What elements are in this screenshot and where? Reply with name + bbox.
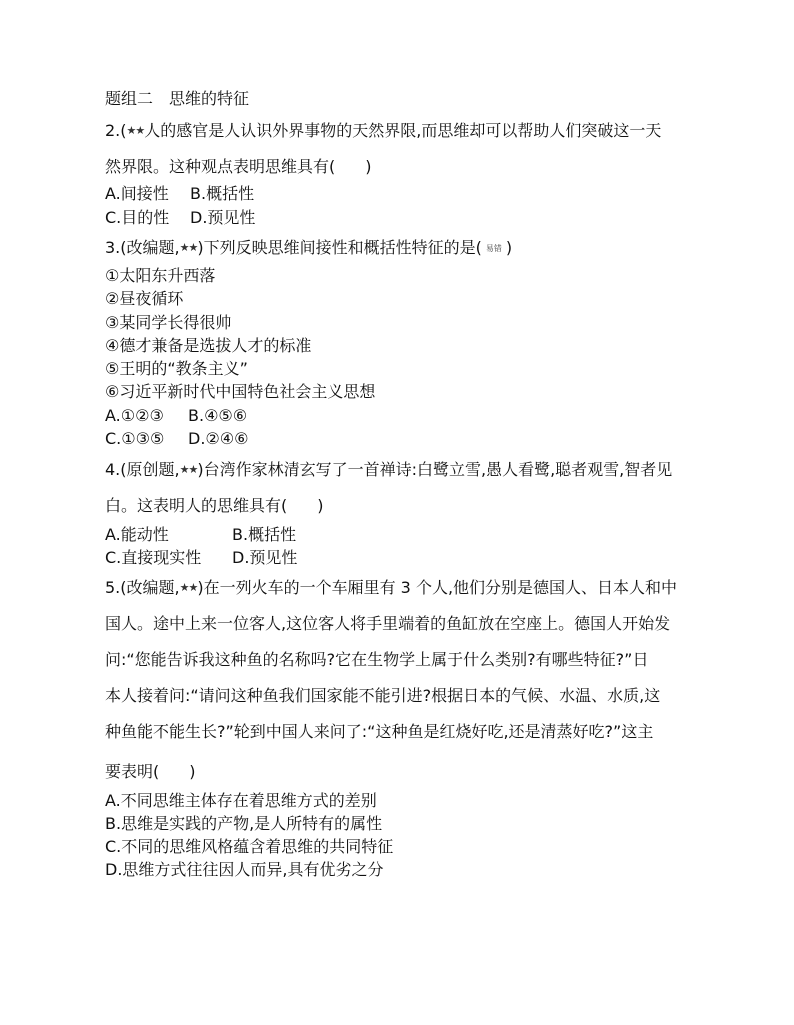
q5-option-c: C.不同的思维风格蕴含着思维的共同特征 — [105, 837, 394, 856]
q4-option-d: D.预见性 — [232, 548, 298, 567]
q2-number: 2.( — [105, 121, 127, 140]
q3-option-a: A.①②③ — [105, 406, 164, 425]
q5-option-d: D.思维方式往往因人而异,具有优劣之分 — [105, 860, 384, 879]
q4-line-1 — [105, 460, 672, 480]
difficulty-star-icon: ★★ — [179, 581, 198, 594]
q4-line-2 — [105, 496, 324, 516]
q3-option-b: B.④⑤⑥ — [188, 406, 248, 425]
difficulty-star-icon: ★★ — [126, 124, 145, 137]
q5-line-6 — [105, 762, 196, 782]
q2-option-c: C.目的性 — [105, 208, 170, 227]
q3-item-4: ④德才兼备是选拔人才的标准 — [105, 336, 312, 355]
q2-stem-1: 人的感官是人认识外界事物的天然界限,而思维却可以帮助人们突破这一天 — [144, 121, 662, 140]
q3-item-5: ⑤王明的“教条主义” — [105, 359, 248, 378]
q5-number: 5.(改编题, — [105, 578, 180, 597]
q2-stem-2: 然界限。这种观点表明思维具有( — [105, 157, 336, 176]
q4-option-a: A.能动性 — [105, 525, 169, 544]
q5-line-2: 国人。途中上来一位客人,这位客人将手里端着的鱼缸放在空座上。德国人开始发 — [105, 614, 671, 633]
q2-line-2 — [105, 157, 372, 177]
q2-line-1 — [105, 121, 661, 141]
difficulty-star-icon: ★★ — [179, 241, 198, 254]
q4-number: 4.(原创题, — [105, 460, 180, 479]
q5-line-3: 问:“您能告诉我这种鱼的名称吗?它在生物学上属于什么类别?有哪些特征?”日 — [105, 650, 649, 669]
q5-close: ) — [189, 762, 196, 781]
q4-stem-2: 白。这表明人的思维具有( — [105, 496, 288, 515]
q5-line-4: 本人接着问:“请问这种鱼我们国家能不能引进?根据日本的气候、水温、水质,这 — [105, 686, 661, 705]
q2-close: ) — [365, 157, 372, 176]
q4-option-c: C.直接现实性 — [105, 548, 202, 567]
q5-line-5: 种鱼能不能生长?”轮到中国人来问了:“这种鱼是红烧好吃,还是清蒸好吃?”这主 — [105, 722, 654, 741]
q3-item-1: ①太阳东升西落 — [105, 266, 216, 285]
q5-stem-1: )在一列火车的一个车厢里有 3 个人,他们分别是德国人、日本人和中 — [197, 578, 678, 597]
q3-item-6: ⑥习近平新时代中国特色社会主义思想 — [105, 382, 376, 401]
q5-line-1 — [105, 578, 677, 598]
q2-option-a: A.间接性 — [105, 184, 169, 203]
q5-stem-6: 要表明( — [105, 762, 160, 781]
section-title: 题组二 思维的特征 — [105, 89, 250, 108]
q3-item-2: ②昼夜循环 — [105, 289, 184, 308]
q3-option-d: D.②④⑥ — [188, 429, 249, 448]
q4-close: ) — [317, 496, 324, 515]
q4-stem-1: )台湾作家林清玄写了一首禅诗:白鹭立雪,愚人看鹭,聪者观雪,智者见 — [197, 460, 673, 479]
q3-close: ) — [505, 238, 513, 257]
q2-option-b: B.概括性 — [190, 184, 255, 203]
q3-number: 3.(改编题, — [105, 238, 180, 257]
q5-option-b: B.思维是实践的产物,是人所特有的属性 — [105, 814, 383, 833]
q2-option-d: D.预见性 — [190, 208, 256, 227]
q3-option-c: C.①③⑤ — [105, 429, 165, 448]
q3-stem-line — [105, 238, 512, 259]
q5-option-a: A.不同思维主体存在着思维方式的差别 — [105, 791, 377, 810]
q3-item-3: ③某同学长得很帅 — [105, 313, 232, 332]
difficulty-star-icon: ★★ — [179, 463, 198, 476]
q4-option-b: B.概括性 — [232, 525, 297, 544]
q3-error-prone-tag: 易错 — [485, 244, 502, 253]
q3-stem: )下列反映思维间接性和概括性特征的是( — [197, 238, 482, 257]
